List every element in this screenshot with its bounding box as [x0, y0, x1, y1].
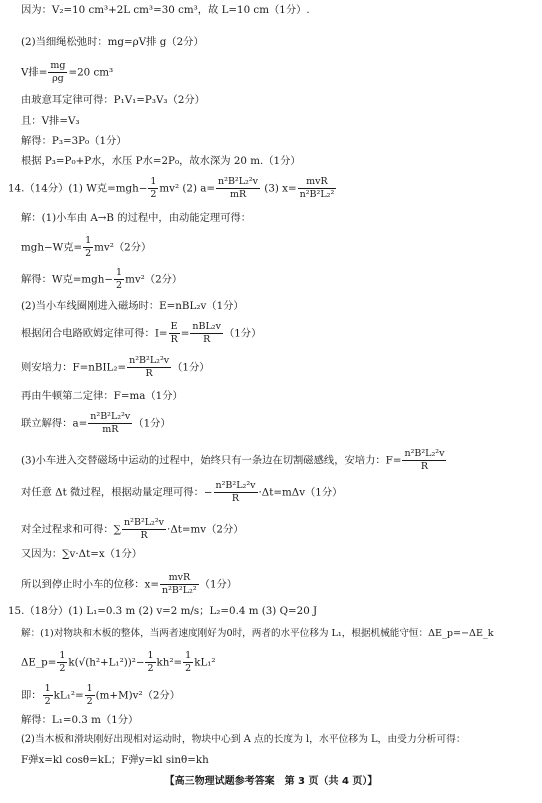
text-line: (2)当细绳松弛时：mg=ρV排 g（2分） — [21, 36, 204, 48]
fraction: $\frac{1}{2}$ — [44, 683, 51, 707]
answer-line-q14: 14.（14分）(1) W克=mgh− $\frac{1}{2}$ mv² (2) a= $\frac{\text{n²B²L₂²v}}{mR}$ (3) x= mvR n²B²L₂² — [8, 176, 335, 200]
formula-line: 解得：W克=mgh− $\frac{1}{2}$ mv²（2分） — [21, 267, 183, 291]
text-line: 再由牛顿第二定律：F=ma（1分） — [21, 390, 183, 402]
fraction: $\frac{1}{2}$ — [86, 683, 93, 707]
formula-line: V排= $\frac{mg}{\rho g}$ =20 cm³ — [21, 60, 114, 84]
text-line: 解得：L₁=0.3 m（1分） — [21, 714, 139, 726]
fraction: mvR n²B²L₂² — [299, 176, 335, 200]
fraction: $\frac{1}{2}$ — [147, 650, 154, 674]
fraction: $\frac{1}{2}$ — [59, 650, 66, 674]
fraction: $\frac{\text{n²B²L₂²v}}{mR}$ — [218, 176, 259, 200]
text-line: 由玻意耳定律可得：P₁V₁=P₃V₃（2分） — [21, 94, 205, 106]
fraction: $\frac{\text{n²B²L₂²v}}{R}$ — [124, 517, 165, 541]
text-line: 解：(1)小车由 A→B 的过程中，由动能定理可得： — [21, 212, 252, 224]
formula-line: 根据闭合电路欧姆定律可得：I= $\frac{E}{R}$ = nBL₂v R （1分） — [21, 321, 262, 345]
text-line: (2)当小车线圈刚进入磁场时：E=nBL₂v（1分） — [21, 300, 244, 312]
answer-line-q15: 15.（18分）(1) L₁=0.3 m (2) v=2 m/s；L₂=0.4 m (3) Q=20 J — [8, 605, 318, 617]
fraction: $\frac{\text{n²B²L₂²v}}{R}$ — [129, 355, 170, 379]
formula-line: ΔE_p= $\frac{1}{2}$ k(√(h²+L₁²))²− $\frac{1}{2}$ kh²= $\frac{1}{2}$ kL₁² — [21, 650, 216, 674]
formula-line: (3)小车进入交替磁场中运动的过程中，始终只有一条边在切割磁感线，安培力：F= $\frac{\text{n²B²L₂²v}}{R}$ — [21, 448, 445, 472]
text-line: 且：V排=V₃ — [21, 115, 80, 127]
fraction: $\frac{1}{2}$ — [185, 650, 192, 674]
fraction: $\frac{1}{2}$ — [85, 235, 92, 259]
formula-line: 联立解得：a= $\frac{\text{n²B²L₂²v}}{mR}$ （1分） — [21, 411, 171, 435]
fraction: nBL₂v R — [192, 321, 221, 345]
text-line: 解得：P₃=3P₀（1分） — [21, 135, 127, 147]
formula-line: 则安培力：F=nBIL₂= $\frac{\text{n²B²L₂²v}}{R}$ （1分） — [21, 355, 210, 379]
fraction: $\frac{1}{2}$ — [150, 176, 157, 200]
text-line: 又因为：∑v·Δt=x（1分） — [21, 548, 143, 560]
fraction: $\frac{mg}{\rho g}$ — [50, 60, 66, 84]
page-footer: 【高三物理试题参考答案 第 3 页（共 4 页）】 — [164, 776, 378, 787]
fraction: $\frac{\text{n²B²L₂²v}}{R}$ — [404, 448, 445, 472]
text-line: F弹x=kl cosθ=kL；F弹y=kl sinθ=kh — [21, 754, 209, 766]
text-line: (2)当木板和滑块刚好出现相对运动时，物块中心到 A 点的长度为 l，水平位移为 L，由受力分析可得： — [21, 734, 466, 745]
text-line: 因为：V₂=10 cm³+2L cm³=30 cm³，故 L=10 cm（1分）. — [21, 4, 310, 16]
text-line: 根据 P₃=P₀+P水，水压 P水=2P₀，故水深为 20 m.（1分） — [21, 155, 301, 167]
fraction: $\frac{\text{n²B²L₂²v}}{R}$ — [215, 480, 256, 504]
formula-line: 所以到停止时小车的位移：x= mvR n²B²L₂² （1分） — [21, 572, 238, 596]
formula-line: 即： $\frac{1}{2}$ kL₁²= $\frac{1}{2}$ (m+M)v²（2分） — [21, 683, 181, 707]
text-line: 解：(1)对物块和木板的整体，当两者速度刚好为0时，两者的水平位移为 L₁，根据机械能守恒：ΔE_p=−ΔE_k — [21, 628, 494, 639]
formula-line: mgh−W克= $\frac{1}{2}$ mv²（2分） — [21, 235, 152, 259]
fraction: $\frac{E}{R}$ — [170, 321, 178, 345]
fraction: mvR n²B²L₂² — [162, 572, 197, 596]
formula-line: 对全过程求和可得：∑ $\frac{\text{n²B²L₂²v}}{R}$ ·Δt=mv（2分） — [21, 517, 244, 541]
fraction: $\frac{\text{n²B²L₂²v}}{mR}$ — [90, 411, 131, 435]
fraction: $\frac{1}{2}$ — [116, 267, 123, 291]
formula-line: 对任意 Δt 微过程，根据动量定理可得：− $\frac{\text{n²B²L₂²v}}{R}$ ·Δt=mΔv（1分） — [21, 480, 343, 504]
